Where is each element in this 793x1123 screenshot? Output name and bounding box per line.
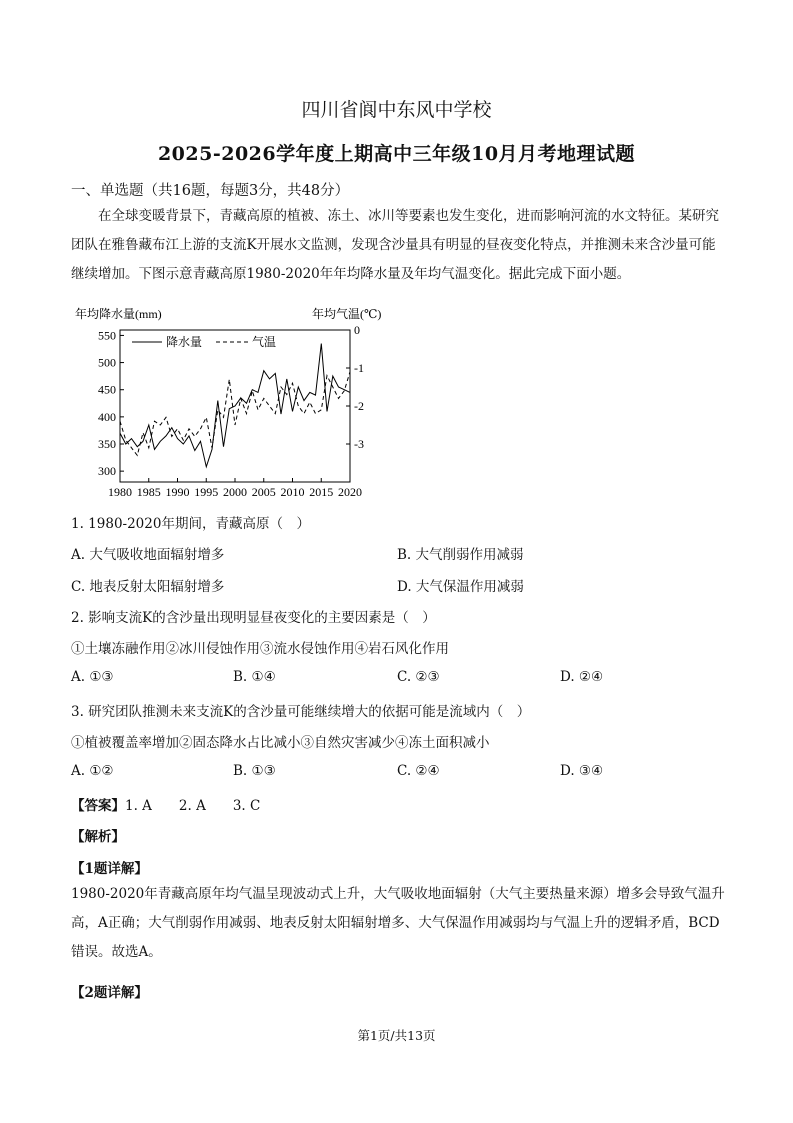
left-tick-label: 500 bbox=[98, 355, 116, 370]
x-tick-label: 1990 bbox=[165, 485, 190, 499]
x-tick-label: 2000 bbox=[223, 485, 247, 499]
exam-title: 2025-2026学年度上期高中三年级10月月考地理试题 bbox=[157, 143, 636, 165]
left-tick-label: 350 bbox=[98, 437, 116, 451]
x-tick-label: 2015 bbox=[309, 485, 334, 499]
section-title: 一、单选题（共16题，每题3分，共48分） bbox=[71, 183, 350, 199]
answer-text: 1. A 2. A 3. C bbox=[125, 798, 261, 814]
q1-stem: 1. 1980-2020年期间，青藏高原（ ） bbox=[71, 516, 310, 532]
precip-series-line bbox=[120, 344, 350, 467]
answer-label: 【答案】 bbox=[71, 798, 125, 814]
left-tick-label: 300 bbox=[98, 464, 116, 479]
right-tick-label: -1 bbox=[354, 361, 364, 375]
q2-option-b: B. ①④ bbox=[233, 669, 276, 685]
left-tick-label: 400 bbox=[98, 409, 116, 424]
q3-option-c: C. ②④ bbox=[397, 763, 440, 779]
q2-stem: 2. 影响支流K的含沙量出现明显昼夜变化的主要因素是（ ） bbox=[71, 610, 436, 626]
left-axis-label: 年均降水量(mm) bbox=[75, 307, 162, 321]
detail1-text: 1980-2020年青藏高原年均气温呈现波动式上升，大气吸收地面辐射（大气主要热量来源）增多会导致气温升高，A正确；大气削弱作用减弱、地表反射太阳辐射增多、大气保温作用减弱均与气温上升的逻辑矛盾，BCD错误。故选A。 bbox=[71, 886, 725, 960]
q2-items: ①土壤冻融作用②冰川侵蚀作用③流水侵蚀作用④岩石风化作用 bbox=[71, 641, 449, 657]
x-tick-label: 2010 bbox=[280, 485, 305, 499]
q1-option-c: C. 地表反射太阳辐射增多 bbox=[71, 579, 225, 595]
x-tick-label: 1995 bbox=[194, 485, 219, 499]
x-tick-label: 1980 bbox=[108, 485, 132, 499]
right-axis-label: 年均气温(℃) bbox=[312, 307, 382, 321]
detail2-label: 【2题详解】 bbox=[71, 985, 148, 1001]
right-tick-label: 0 bbox=[354, 323, 360, 337]
school-name: 四川省阆中东风中学校 bbox=[301, 99, 492, 121]
legend-precip-label: 降水量 bbox=[166, 335, 203, 349]
q2-option-d: D. ②④ bbox=[560, 669, 604, 685]
q3-items: ①植被覆盖率增加②固态降水占比减小③自然灾害减少④冻土面积减小 bbox=[71, 735, 490, 751]
analysis-label: 【解析】 bbox=[71, 829, 125, 845]
left-tick-label: 450 bbox=[98, 382, 116, 397]
intro-paragraph: 在全球变暖背景下，青藏高原的植被、冻土、冰川等要素也发生变化，进而影响河流的水文特征。某研究团队在雅鲁藏布江上游的支流K开展水文监测，发现含沙量具有明显的昼夜变化特点，并推测未来含沙量可能继续增加。下图示意青藏高原1980-2020年年均降水量及年均气温变化。据此完成下面小题。 bbox=[71, 208, 719, 282]
page-footer: 第1页/共13页 bbox=[357, 1028, 436, 1043]
q2-option-c: C. ②③ bbox=[397, 669, 440, 685]
q3-option-d: D. ③④ bbox=[560, 763, 604, 779]
q2-option-a: A. ①③ bbox=[71, 669, 114, 685]
q3-option-a: A. ①② bbox=[71, 763, 114, 779]
detail1-label: 【1题详解】 bbox=[71, 861, 148, 877]
x-tick-label: 2020 bbox=[338, 485, 362, 499]
q3-stem: 3. 研究团队推测未来支流K的含沙量可能继续增大的依据可能是流域内（ ） bbox=[71, 704, 531, 720]
x-tick-label: 1985 bbox=[136, 485, 161, 499]
legend-temp-label: 气温 bbox=[252, 335, 277, 349]
right-tick-label: -2 bbox=[354, 399, 364, 413]
answer-line bbox=[71, 794, 260, 814]
q1-option-d: D. 大气保温作用减弱 bbox=[397, 579, 524, 595]
temp-series-line bbox=[120, 372, 350, 456]
q1-option-a: A. 大气吸收地面辐射增多 bbox=[71, 547, 225, 563]
q3-option-b: B. ①③ bbox=[233, 763, 276, 779]
q1-option-b: B. 大气削弱作用减弱 bbox=[397, 547, 524, 563]
left-tick-label: 550 bbox=[98, 328, 116, 343]
x-tick-label: 2005 bbox=[251, 485, 276, 499]
right-tick-label: -3 bbox=[354, 437, 364, 451]
climate-chart bbox=[70, 300, 400, 505]
